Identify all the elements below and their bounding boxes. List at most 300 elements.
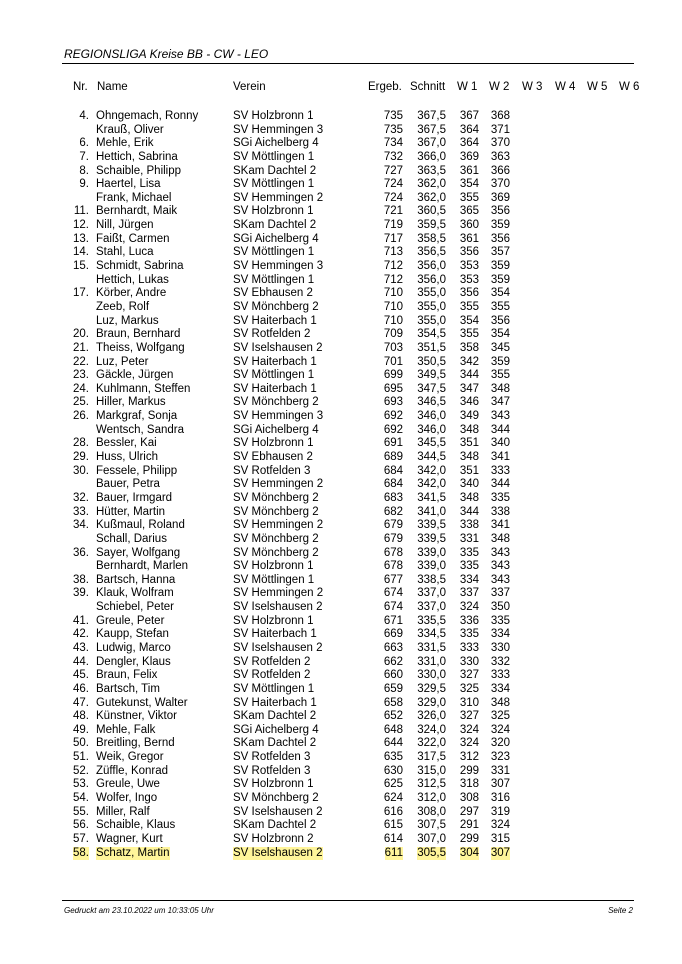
club: SV Iselshausen 2 bbox=[233, 601, 323, 614]
club: SV Mönchberg 2 bbox=[233, 491, 319, 504]
rank: 38. bbox=[73, 573, 89, 586]
col-header-w3: W 3 bbox=[522, 81, 543, 93]
average: 349,5 bbox=[417, 369, 446, 382]
series-2: 344 bbox=[490, 423, 510, 436]
results-table bbox=[0, 110, 682, 860]
series-2: 359 bbox=[490, 219, 510, 232]
series-2: 371 bbox=[490, 123, 510, 136]
rank: 32. bbox=[73, 491, 89, 504]
table-row bbox=[0, 519, 682, 533]
average: 329,0 bbox=[417, 696, 446, 709]
series-2: 334 bbox=[490, 682, 510, 695]
athlete-name: Weik, Gregor bbox=[96, 751, 164, 764]
series-2: 356 bbox=[490, 232, 510, 245]
table-row bbox=[0, 260, 682, 274]
result: 678 bbox=[383, 560, 403, 573]
result: 652 bbox=[383, 710, 403, 723]
series-1: 354 bbox=[459, 178, 479, 191]
result: 674 bbox=[383, 601, 403, 614]
athlete-name: Klauk, Wolfram bbox=[96, 587, 174, 600]
table-row bbox=[0, 697, 682, 711]
average: 335,5 bbox=[417, 614, 446, 627]
result: 648 bbox=[383, 723, 403, 736]
result: 674 bbox=[383, 587, 403, 600]
average: 331,5 bbox=[417, 641, 446, 654]
series-2: 316 bbox=[490, 792, 510, 805]
club: SV Hemmingen 3 bbox=[233, 410, 324, 423]
average: 329,5 bbox=[417, 682, 446, 695]
series-2: 320 bbox=[490, 737, 510, 750]
series-1: 344 bbox=[459, 369, 479, 382]
average: 342,0 bbox=[417, 478, 446, 491]
result: 662 bbox=[383, 655, 403, 668]
club: SV Hemmingen 2 bbox=[233, 519, 324, 532]
athlete-name: Gäckle, Jürgen bbox=[96, 369, 174, 382]
club: SV Haiterbach 1 bbox=[233, 696, 317, 709]
series-1: 327 bbox=[459, 710, 479, 723]
athlete-name: Krauß, Oliver bbox=[96, 123, 164, 136]
average: 324,0 bbox=[417, 723, 446, 736]
club: SV Rotfelden 2 bbox=[233, 328, 311, 341]
col-header-w2: W 2 bbox=[489, 81, 510, 93]
average: 355,0 bbox=[417, 300, 446, 313]
result: 734 bbox=[383, 137, 403, 150]
athlete-name: Schmidt, Sabrina bbox=[96, 260, 184, 273]
average: 331,0 bbox=[417, 655, 446, 668]
rank: 25. bbox=[73, 396, 89, 409]
club: SKam Dachtel 2 bbox=[233, 219, 317, 232]
series-2: 343 bbox=[490, 410, 510, 423]
average: 334,5 bbox=[417, 628, 446, 641]
club: SV Hemmingen 3 bbox=[233, 123, 324, 136]
athlete-name: Fessele, Philipp bbox=[96, 464, 178, 477]
athlete-name: Schiebel, Peter bbox=[96, 601, 174, 614]
club: SV Möttlingen 1 bbox=[233, 682, 315, 695]
athlete-name: Braun, Bernhard bbox=[96, 328, 181, 341]
athlete-name: Ohngemach, Ronny bbox=[96, 110, 199, 122]
series-2: 341 bbox=[490, 519, 510, 532]
average: 339,0 bbox=[417, 560, 446, 573]
series-1: 324 bbox=[459, 601, 479, 614]
table-row bbox=[0, 315, 682, 329]
table-row bbox=[0, 410, 682, 424]
table-row bbox=[0, 110, 682, 124]
table-row bbox=[0, 765, 682, 779]
table-row bbox=[0, 792, 682, 806]
result: 624 bbox=[383, 792, 403, 805]
club: SV Möttlingen 1 bbox=[233, 246, 315, 259]
col-header-nr: Nr. bbox=[73, 81, 88, 93]
result: 683 bbox=[383, 491, 403, 504]
series-1: 336 bbox=[459, 614, 479, 627]
average: 355,0 bbox=[417, 287, 446, 300]
result: 712 bbox=[383, 273, 403, 286]
series-2: 319 bbox=[490, 805, 510, 818]
athlete-name: Markgraf, Sonja bbox=[96, 410, 178, 423]
result: 679 bbox=[383, 519, 403, 532]
series-2: 331 bbox=[490, 764, 510, 777]
table-row bbox=[0, 506, 682, 520]
series-1: 312 bbox=[459, 751, 479, 764]
athlete-name: Braun, Felix bbox=[96, 669, 158, 682]
bottom-rule bbox=[62, 900, 634, 901]
table-row bbox=[0, 833, 682, 847]
table-row bbox=[0, 233, 682, 247]
athlete-name: Wentsch, Sandra bbox=[96, 423, 185, 436]
result: 710 bbox=[383, 300, 403, 313]
table-row bbox=[0, 547, 682, 561]
table-row bbox=[0, 669, 682, 683]
average: 326,0 bbox=[417, 710, 446, 723]
series-1: 364 bbox=[459, 137, 479, 150]
table-row bbox=[0, 560, 682, 574]
series-2: 354 bbox=[490, 328, 510, 341]
series-2: 343 bbox=[490, 546, 510, 559]
result: 717 bbox=[383, 232, 403, 245]
average: 339,0 bbox=[417, 546, 446, 559]
result: 684 bbox=[383, 464, 403, 477]
series-2: 348 bbox=[490, 696, 510, 709]
result: 692 bbox=[383, 410, 403, 423]
average: 356,5 bbox=[417, 246, 446, 259]
series-1: 337 bbox=[459, 587, 479, 600]
average: 362,0 bbox=[417, 191, 446, 204]
table-row bbox=[0, 465, 682, 479]
result: 684 bbox=[383, 478, 403, 491]
athlete-name: Mehle, Falk bbox=[96, 723, 156, 736]
table-row bbox=[0, 437, 682, 451]
athlete-name: Bartsch, Hanna bbox=[96, 573, 176, 586]
athlete-name: Schall, Darius bbox=[96, 532, 167, 545]
club: SV Iselshausen 2 bbox=[233, 805, 323, 818]
table-row bbox=[0, 287, 682, 301]
club: SV Möttlingen 1 bbox=[233, 150, 315, 163]
table-row bbox=[0, 151, 682, 165]
series-2: 359 bbox=[490, 355, 510, 368]
table-row bbox=[0, 492, 682, 506]
series-1: 364 bbox=[459, 123, 479, 136]
average: 367,0 bbox=[417, 137, 446, 150]
result: 701 bbox=[383, 355, 403, 368]
rank: 45. bbox=[73, 669, 89, 682]
result: 692 bbox=[383, 423, 403, 436]
table-row bbox=[0, 806, 682, 820]
athlete-name: Greule, Peter bbox=[96, 614, 165, 627]
club: SV Holzbronn 1 bbox=[233, 110, 314, 122]
series-1: 327 bbox=[459, 669, 479, 682]
athlete-name: Luz, Markus bbox=[96, 314, 159, 327]
athlete-name: Stahl, Luca bbox=[96, 246, 154, 259]
athlete-name: Wagner, Kurt bbox=[96, 832, 163, 845]
average: 305,5 bbox=[417, 846, 446, 859]
average: 347,5 bbox=[417, 382, 446, 395]
athlete-name: Hütter, Martin bbox=[96, 505, 166, 518]
series-1: 310 bbox=[459, 696, 479, 709]
series-2: 307 bbox=[490, 778, 510, 791]
average: 356,0 bbox=[417, 260, 446, 273]
average: 358,5 bbox=[417, 232, 446, 245]
series-2: 370 bbox=[490, 137, 510, 150]
series-2: 323 bbox=[490, 751, 510, 764]
rank: 15. bbox=[73, 260, 89, 273]
average: 337,0 bbox=[417, 587, 446, 600]
result: 669 bbox=[383, 628, 403, 641]
table-row bbox=[0, 356, 682, 370]
average: 312,5 bbox=[417, 778, 446, 791]
athlete-name: Hettich, Sabrina bbox=[96, 150, 178, 163]
athlete-name: Faißt, Carmen bbox=[96, 232, 170, 245]
series-1: 291 bbox=[459, 819, 479, 832]
table-row bbox=[0, 847, 682, 861]
rank: 49. bbox=[73, 723, 89, 736]
series-1: 342 bbox=[459, 355, 479, 368]
athlete-name: Hiller, Markus bbox=[96, 396, 166, 409]
table-row bbox=[0, 478, 682, 492]
table-row bbox=[0, 383, 682, 397]
athlete-name: Hettich, Lukas bbox=[96, 273, 169, 286]
club: SKam Dachtel 2 bbox=[233, 710, 317, 723]
athlete-name: Bernhardt, Maik bbox=[96, 205, 178, 218]
col-header-schnitt: Schnitt bbox=[410, 81, 446, 93]
series-2: 334 bbox=[490, 628, 510, 641]
club: SV Mönchberg 2 bbox=[233, 396, 319, 409]
result: 644 bbox=[383, 737, 403, 750]
series-2: 332 bbox=[490, 655, 510, 668]
rank: 30. bbox=[73, 464, 89, 477]
club: SV Haiterbach 1 bbox=[233, 314, 317, 327]
result: 691 bbox=[383, 437, 403, 450]
result: 677 bbox=[383, 573, 403, 586]
club: SGi Aichelberg 4 bbox=[233, 232, 319, 245]
average: 367,5 bbox=[417, 123, 446, 136]
series-1: 304 bbox=[459, 846, 479, 859]
series-1: 361 bbox=[459, 164, 479, 177]
athlete-name: Luz, Peter bbox=[96, 355, 149, 368]
result: 719 bbox=[383, 219, 403, 232]
series-2: 315 bbox=[490, 832, 510, 845]
series-1: 299 bbox=[459, 764, 479, 777]
club: SGi Aichelberg 4 bbox=[233, 723, 319, 736]
rank: 29. bbox=[73, 451, 89, 464]
result: 724 bbox=[383, 191, 403, 204]
club: SV Hemmingen 2 bbox=[233, 478, 324, 491]
series-2: 341 bbox=[490, 451, 510, 464]
result: 712 bbox=[383, 260, 403, 273]
series-1: 353 bbox=[459, 273, 479, 286]
rank: 36. bbox=[73, 546, 89, 559]
result: 710 bbox=[383, 314, 403, 327]
col-header-verein: Verein bbox=[233, 81, 266, 93]
table-row bbox=[0, 137, 682, 151]
average: 317,5 bbox=[417, 751, 446, 764]
series-1: 318 bbox=[459, 778, 479, 791]
result: 630 bbox=[383, 764, 403, 777]
result: 693 bbox=[383, 396, 403, 409]
series-1: 334 bbox=[459, 573, 479, 586]
col-header-w6: W 6 bbox=[619, 81, 640, 93]
series-1: 324 bbox=[459, 723, 479, 736]
average: 350,5 bbox=[417, 355, 446, 368]
club: SV Hemmingen 3 bbox=[233, 260, 324, 273]
result: 663 bbox=[383, 641, 403, 654]
rank: 48. bbox=[73, 710, 89, 723]
rank: 33. bbox=[73, 505, 89, 518]
athlete-name: Nill, Jürgen bbox=[96, 219, 154, 232]
table-row bbox=[0, 683, 682, 697]
athlete-name: Theiss, Wolfgang bbox=[96, 341, 185, 354]
club: SV Möttlingen 1 bbox=[233, 573, 315, 586]
table-row bbox=[0, 301, 682, 315]
page-title: REGIONSLIGA Kreise BB - CW - LEO bbox=[64, 47, 269, 61]
table-row bbox=[0, 165, 682, 179]
athlete-name: Wolfer, Ingo bbox=[96, 792, 158, 805]
rank: 8. bbox=[79, 164, 89, 177]
table-row bbox=[0, 124, 682, 138]
club: SV Holzbronn 1 bbox=[233, 560, 314, 573]
rank: 28. bbox=[73, 437, 89, 450]
table-row bbox=[0, 246, 682, 260]
average: 363,5 bbox=[417, 164, 446, 177]
athlete-name: Greule, Uwe bbox=[96, 778, 160, 791]
athlete-name: Miller, Ralf bbox=[96, 805, 150, 818]
table-row bbox=[0, 178, 682, 192]
result: 699 bbox=[383, 369, 403, 382]
club: SV Holzbronn 1 bbox=[233, 205, 314, 218]
table-row bbox=[0, 328, 682, 342]
series-1: 297 bbox=[459, 805, 479, 818]
series-1: 353 bbox=[459, 260, 479, 273]
average: 346,0 bbox=[417, 410, 446, 423]
rank: 13. bbox=[73, 232, 89, 245]
club: SV Iselshausen 2 bbox=[233, 341, 323, 354]
series-2: 369 bbox=[490, 191, 510, 204]
athlete-name: Gutekunst, Walter bbox=[96, 696, 188, 709]
series-2: 356 bbox=[490, 205, 510, 218]
athlete-name: Breitling, Bernd bbox=[96, 737, 175, 750]
series-2: 363 bbox=[490, 150, 510, 163]
club: SKam Dachtel 2 bbox=[233, 164, 317, 177]
print-date: Gedruckt am 23.10.2022 um 10:33:05 Uhr bbox=[64, 906, 214, 915]
table-row bbox=[0, 274, 682, 288]
series-2: 366 bbox=[490, 164, 510, 177]
club: SV Möttlingen 1 bbox=[233, 369, 315, 382]
club: SV Möttlingen 1 bbox=[233, 178, 315, 191]
athlete-name: Schaible, Philipp bbox=[96, 164, 182, 177]
col-header-w5: W 5 bbox=[587, 81, 608, 93]
rank: 46. bbox=[73, 682, 89, 695]
athlete-name: Schaible, Klaus bbox=[96, 819, 176, 832]
result: 615 bbox=[383, 819, 403, 832]
result: 721 bbox=[383, 205, 403, 218]
average: 346,5 bbox=[417, 396, 446, 409]
average: 359,5 bbox=[417, 219, 446, 232]
table-row bbox=[0, 601, 682, 615]
result: 710 bbox=[383, 287, 403, 300]
rank: 26. bbox=[73, 410, 89, 423]
result: 703 bbox=[383, 341, 403, 354]
table-row bbox=[0, 819, 682, 833]
rank: 58. bbox=[73, 846, 89, 859]
series-2: 345 bbox=[490, 341, 510, 354]
series-2: 344 bbox=[490, 478, 510, 491]
result: 658 bbox=[383, 696, 403, 709]
result: 679 bbox=[383, 532, 403, 545]
table-row bbox=[0, 369, 682, 383]
series-1: 331 bbox=[459, 532, 479, 545]
series-1: 335 bbox=[459, 560, 479, 573]
club: SV Haiterbach 1 bbox=[233, 355, 317, 368]
athlete-name: Dengler, Klaus bbox=[96, 655, 171, 668]
table-row bbox=[0, 615, 682, 629]
series-1: 325 bbox=[459, 682, 479, 695]
table-row bbox=[0, 424, 682, 438]
average: 341,0 bbox=[417, 505, 446, 518]
result: 682 bbox=[383, 505, 403, 518]
table-row bbox=[0, 396, 682, 410]
club: SV Holzbronn 1 bbox=[233, 437, 314, 450]
average: 355,0 bbox=[417, 314, 446, 327]
club: SKam Dachtel 2 bbox=[233, 737, 317, 750]
club: SV Haiterbach 1 bbox=[233, 628, 317, 641]
series-2: 333 bbox=[490, 669, 510, 682]
average: 367,5 bbox=[417, 110, 446, 122]
club: SV Holzbronn 1 bbox=[233, 778, 314, 791]
series-1: 299 bbox=[459, 832, 479, 845]
series-1: 338 bbox=[459, 519, 479, 532]
series-2: 355 bbox=[490, 369, 510, 382]
athlete-name: Bessler, Kai bbox=[96, 437, 157, 450]
result: 727 bbox=[383, 164, 403, 177]
series-1: 356 bbox=[459, 246, 479, 259]
series-2: 335 bbox=[490, 491, 510, 504]
rank: 20. bbox=[73, 328, 89, 341]
club: SV Ebhausen 2 bbox=[233, 287, 313, 300]
table-row bbox=[0, 533, 682, 547]
athlete-name: Bernhardt, Marlen bbox=[96, 560, 189, 573]
series-1: 324 bbox=[459, 737, 479, 750]
rank: 56. bbox=[73, 819, 89, 832]
average: 356,0 bbox=[417, 273, 446, 286]
series-2: 348 bbox=[490, 532, 510, 545]
series-2: 330 bbox=[490, 641, 510, 654]
series-1: 344 bbox=[459, 505, 479, 518]
table-row bbox=[0, 737, 682, 751]
average: 351,5 bbox=[417, 341, 446, 354]
result: 732 bbox=[383, 150, 403, 163]
club: SGi Aichelberg 4 bbox=[233, 423, 319, 436]
series-1: 340 bbox=[459, 478, 479, 491]
rank: 24. bbox=[73, 382, 89, 395]
rank: 44. bbox=[73, 655, 89, 668]
table-row bbox=[0, 574, 682, 588]
club: SV Mönchberg 2 bbox=[233, 300, 319, 313]
series-1: 349 bbox=[459, 410, 479, 423]
table-row bbox=[0, 451, 682, 465]
average: 307,0 bbox=[417, 832, 446, 845]
rank: 42. bbox=[73, 628, 89, 641]
series-2: 324 bbox=[490, 819, 510, 832]
series-2: 337 bbox=[490, 587, 510, 600]
result: 678 bbox=[383, 546, 403, 559]
average: 342,0 bbox=[417, 464, 446, 477]
average: 360,5 bbox=[417, 205, 446, 218]
average: 330,0 bbox=[417, 669, 446, 682]
club: SV Rotfelden 2 bbox=[233, 655, 311, 668]
rank: 41. bbox=[73, 614, 89, 627]
result: 659 bbox=[383, 682, 403, 695]
rank: 50. bbox=[73, 737, 89, 750]
series-1: 335 bbox=[459, 628, 479, 641]
